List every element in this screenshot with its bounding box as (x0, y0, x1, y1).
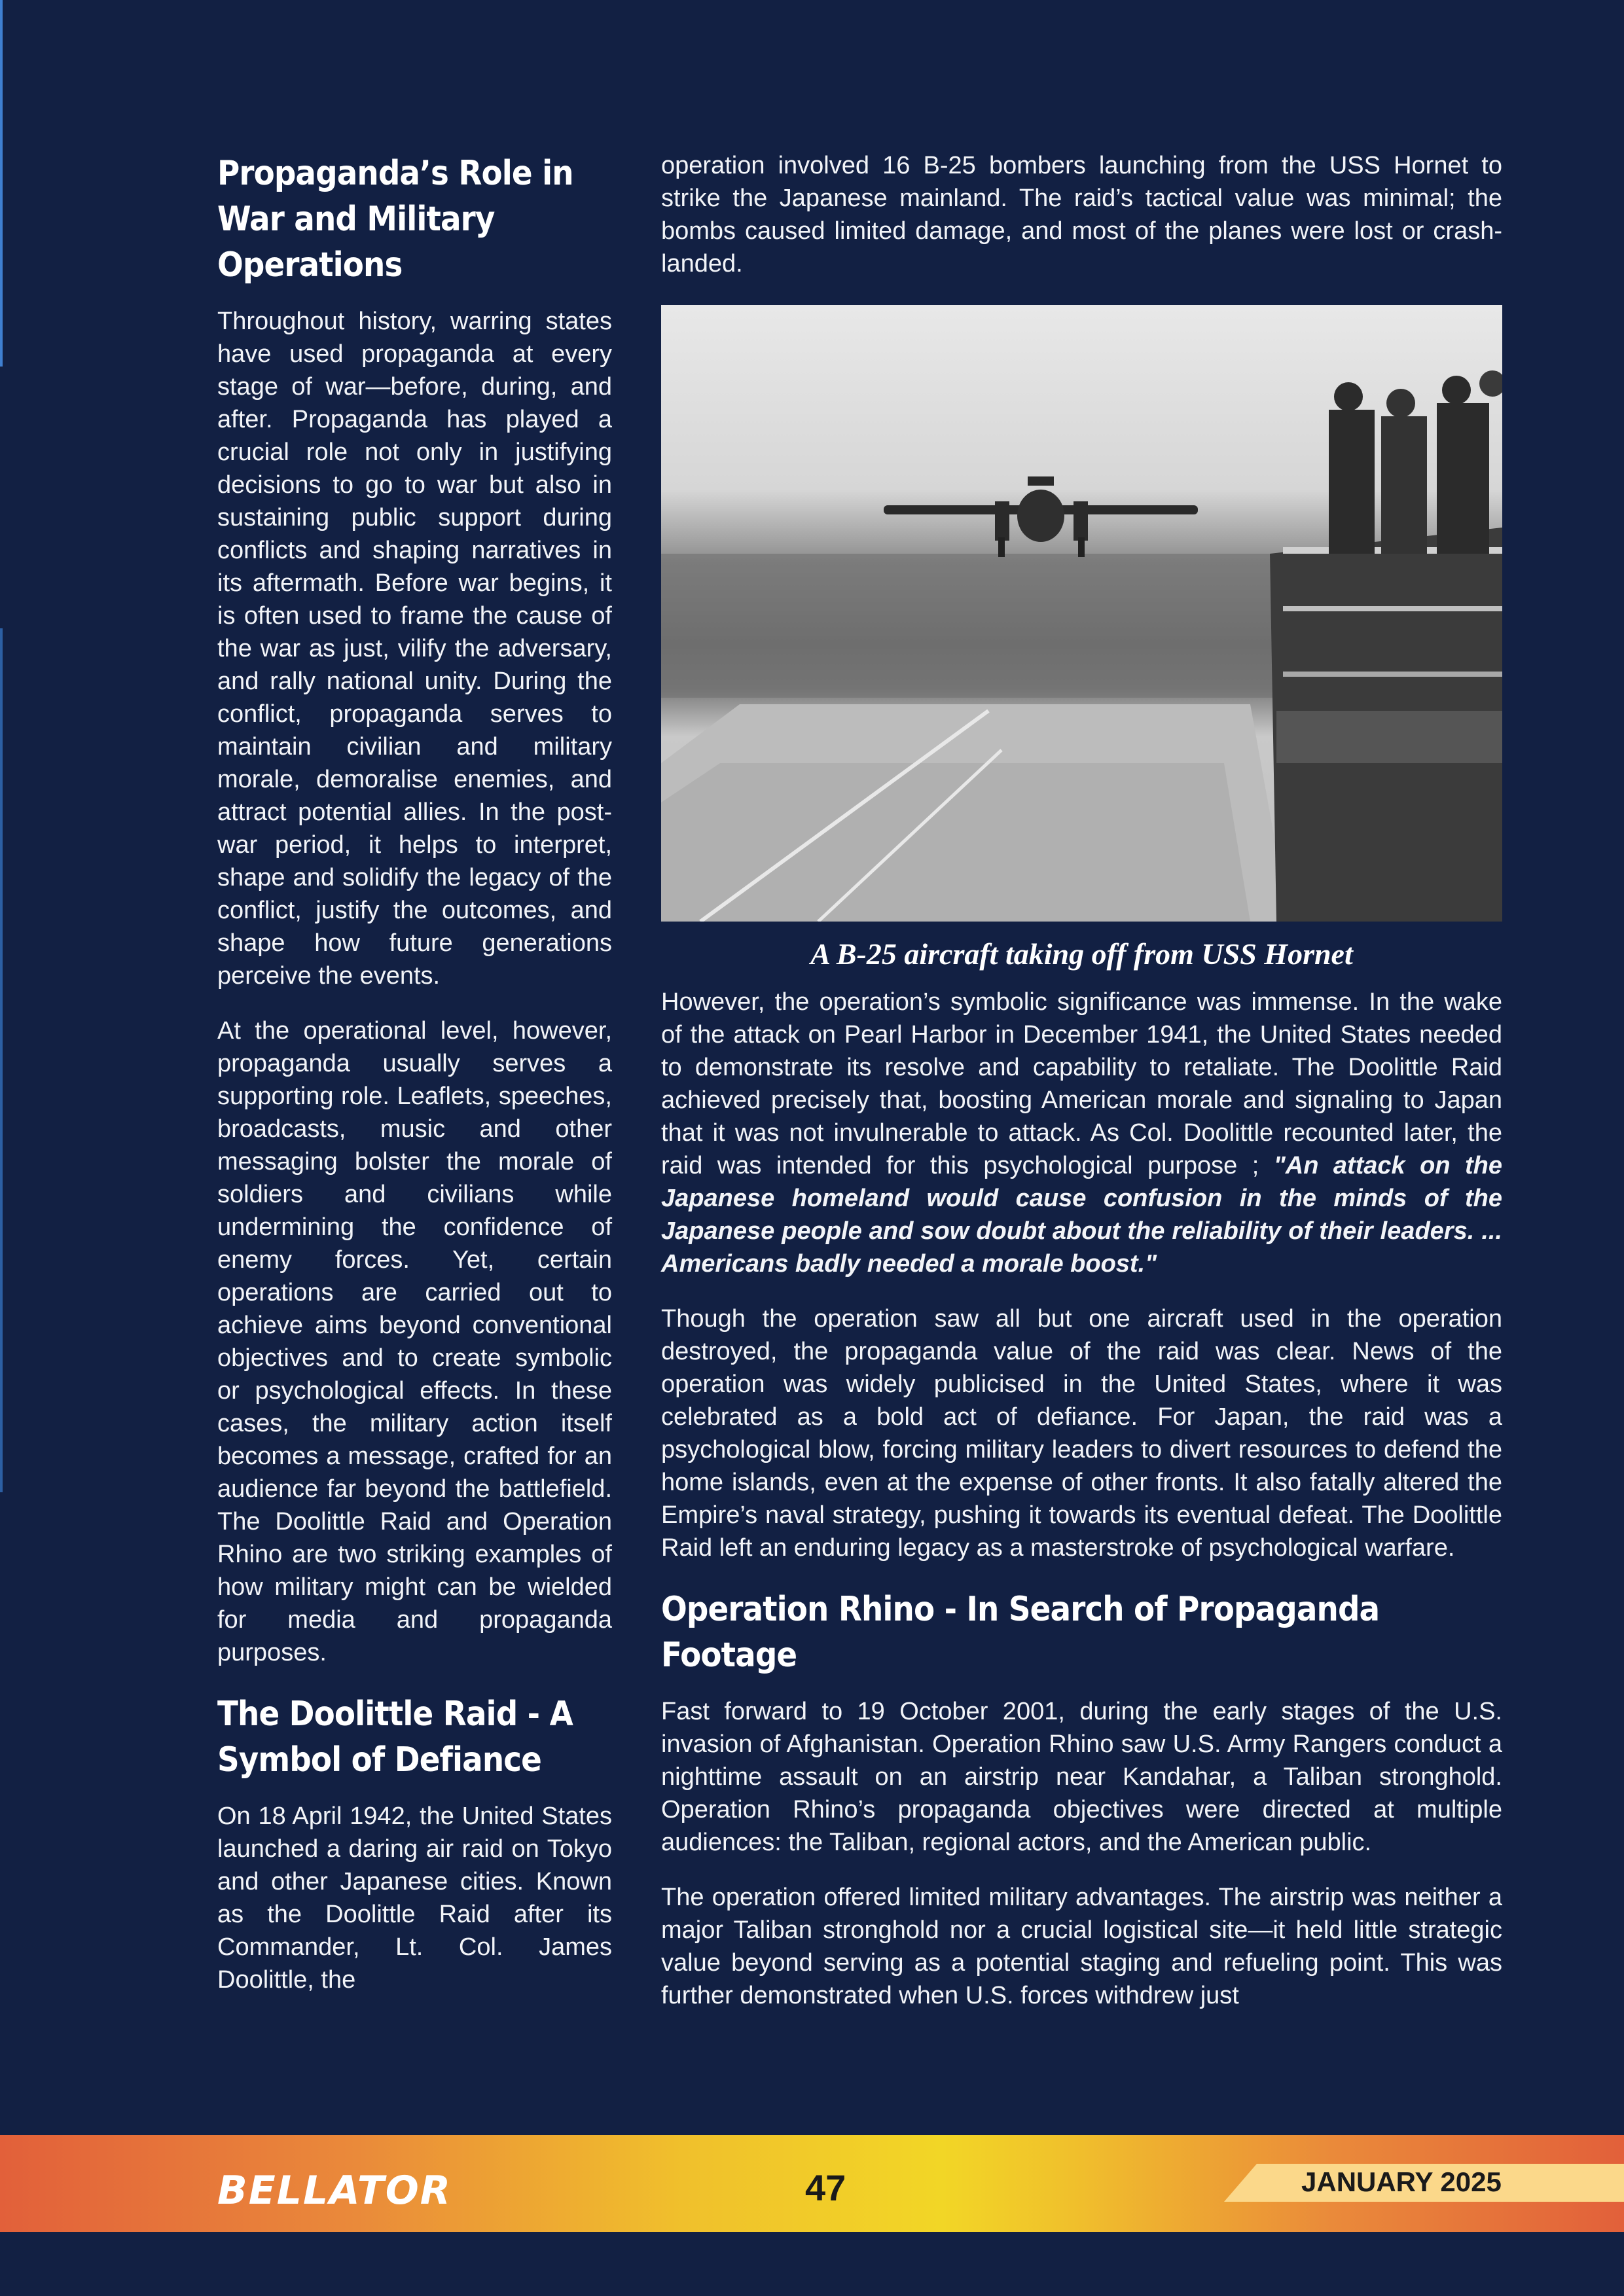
paragraph-history: Throughout history, warring states have used propaganda at every stage of war—before, during, and after. Propaganda has played a crucial role not only in justifying decisions to go to war but also in sustaining public support during conflicts and shaping narratives in its aftermath. Before war begins, it is often used to frame the cause of the war as just, vilify the adversary, and rally national unity. During the conflict, propaganda serves to maintain civilian and military morale, demoralise enemies, and attract potential allies. In the post-war period, it helps to interpret, shape and solidify the legacy of the conflict, justify the outcomes, and shape how future generations perceive the events. (217, 308, 612, 990)
paragraph-propaganda-value: Though the operation saw all but one aircraft used in the operation destroyed, the propaganda value of the raid was clear. News of the operation was widely publicised in the United States, where it was celebrated as a bold act of defiance. For Japan, the raid was a psychological blow, forcing military leaders to divert resources to defend the home islands, even at the expense of other fronts. It also fatally altered the Empire’s naval strategy, pushing it towards its eventual defeat. The Doolittle Raid left an enduring legacy as a masterstroke of psychological warfare. (661, 1305, 1502, 1562)
heading-doolittle-raid: The Doolittle Raid - A Symbol of Defiance (217, 1695, 573, 1780)
right-column (661, 149, 1502, 2034)
paragraph-doolittle-intro: On 18 April 1942, the United States launched a daring air raid on Tokyo and other Japanese cities. Known as the Doolittle Raid after its Commander, Lt. Col. James Doolittle, the (217, 1803, 612, 1994)
paragraph-rhino-intro: Fast forward to 19 October 2001, during the early stages of the U.S. invasion of Afghanistan. Operation Rhino saw U.S. Army Rangers conduct a nighttime assault on an airstrip near Kandahar, a Taliban stronghold. Operation Rhino’s propaganda objectives were directed at multiple audiences: the Taliban, regional actors, and the American public. (661, 1698, 1502, 1856)
left-column (217, 151, 612, 2018)
issue-date: JANUARY 2025 (1301, 2166, 1502, 2197)
paragraph-symbolic-significance (661, 986, 1502, 1280)
paragraph-operational-level: At the operational level, however, propaganda usually serves a supporting role. Leaflets, speeches, broadcasts, music and other messaging bolster the morale of soldiers and civilians while undermining the confidence of enemy forces. Yet, certain operations are carried out to achieve aims beyond conventional objectives and to create symbolic or psychological effects. In these cases, the military action itself becomes a message, crafted for an audience far beyond the battlefield. The Doolittle Raid and Operation Rhino are two striking examples of how military might can be wielded for media and propaganda purposes. (217, 1017, 612, 1666)
photo-illustration (661, 305, 1502, 922)
bellator-logo: BELLATOR (217, 2168, 452, 2214)
paragraph-doolittle-cont: operation involved 16 B-25 bombers launching from the USS Hornet to strike the Japanese mainland. The raid’s tactical value was minimal; the bombs caused limited damage, and most of the planes were lost or crash-landed. (661, 152, 1502, 278)
paragraph-rhino-limited: The operation offered limited military advantages. The airstrip was neither a major Taliban stronghold nor a crucial logistical site—it held little strategic value beyond serving as a potential staging and refueling point. This was further demonstrated when U.S. forces withdrew just (661, 1884, 1502, 2009)
edge-accent-middle (0, 628, 3, 1492)
symbolic-text: However, the operation’s symbolic significance was immense. In the wake of the attack on Pearl Harbor in December 1941, the United States needed to demonstrate its resolve and capability to retaliate. The Doolittle Raid achieved precisely that, boosting American morale and signaling to Japan that it was not invulnerable to attack. As Col. Doolittle recounted later, the raid was intended for this psychological purpose ; (661, 988, 1502, 1179)
heading-propaganda-role: Propaganda’s Role in War and Military Operations (217, 154, 573, 285)
page-number: 47 (805, 2167, 846, 2208)
b25-aircraft-shape (884, 476, 1198, 557)
b25-takeoff-photo (661, 305, 1502, 922)
photo-caption: A B-25 aircraft taking off from USS Hornet (810, 937, 1353, 971)
edge-accent-top (0, 0, 3, 367)
heading-operation-rhino: Operation Rhino - In Search of Propaganda Footage (661, 1590, 1380, 1675)
doolittle-quote: "An attack on the Japanese homeland would cause confusion in the minds of the Japanese people and sow doubt about the reliability of their leaders. ... Americans badly needed a morale boost." (661, 1152, 1502, 1278)
